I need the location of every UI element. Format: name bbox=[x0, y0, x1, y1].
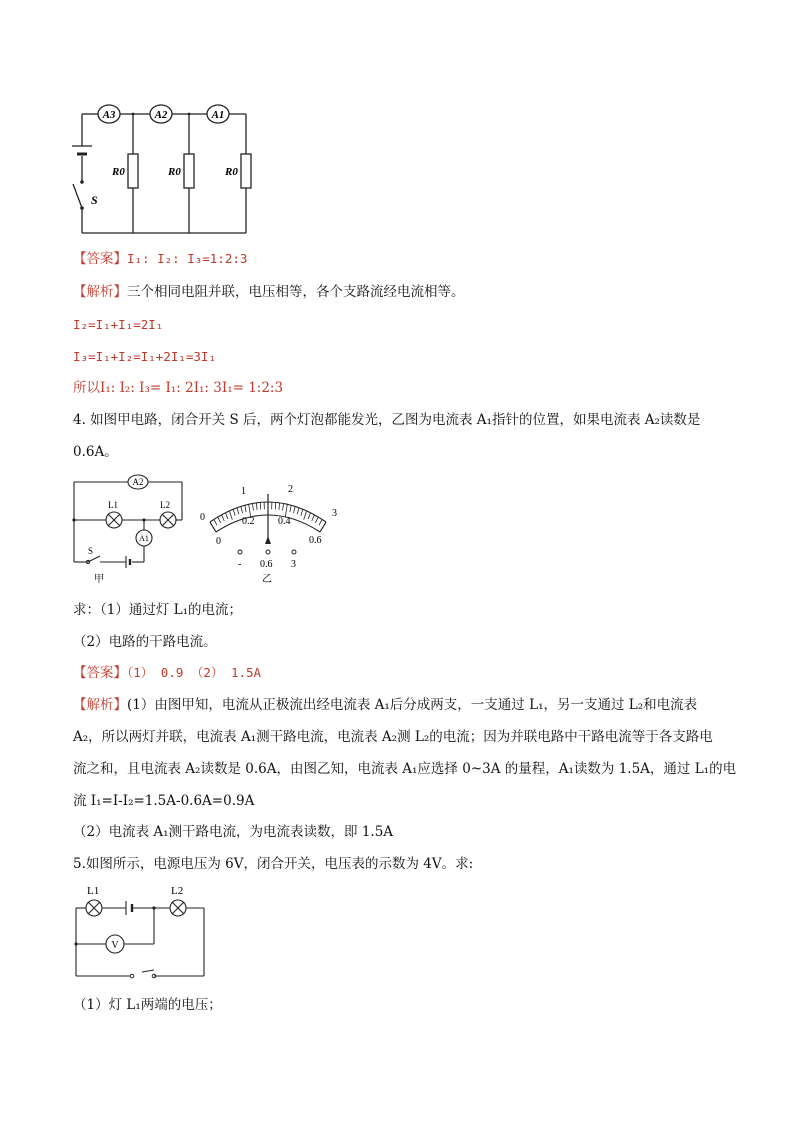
terminal-negative: - bbox=[238, 559, 242, 570]
analysis-text: (1）由图甲知，电流从正极流出经电流表 A₁后分成两支，一支通过 L₁，另一支通过 L₂和电流表 bbox=[127, 697, 698, 713]
q5-stem: 5.如图所示，电源电压为 6V，闭合开关，电压表的示数为 4V。求: bbox=[73, 856, 474, 872]
dial-tick bbox=[283, 503, 284, 510]
q4-analysis-line1 bbox=[73, 696, 697, 714]
q3-equation-2: I₃=I₁+I₂=I₁+2I₁=3I₁ bbox=[73, 349, 216, 364]
scale-bottom-1: 0.2 bbox=[242, 516, 255, 527]
dial-tick bbox=[245, 505, 246, 512]
q3-conclusion: 所以I₁: I₂: I₃= I₁: 2I₁: 3I₁= 1:2:3 bbox=[73, 380, 284, 396]
resistor-label: R0 bbox=[168, 166, 181, 178]
answer-text: （1） 0.9 （2） 1.5A bbox=[127, 665, 262, 680]
dial-tick bbox=[237, 508, 239, 515]
dial-tick bbox=[319, 519, 322, 525]
dial-tick bbox=[229, 511, 232, 520]
dial-tick bbox=[294, 506, 296, 513]
dial-tick bbox=[308, 513, 310, 519]
figure-caption-yi: 乙 bbox=[262, 574, 272, 585]
scale-top-0: 0 bbox=[200, 512, 205, 523]
dial-tick bbox=[285, 504, 287, 517]
scale-bottom-0: 0 bbox=[216, 536, 221, 547]
lamp-l1-label: L1 bbox=[108, 500, 118, 510]
dial-tick bbox=[233, 509, 235, 516]
dial-tick bbox=[225, 513, 227, 519]
figure-caption-jia: 甲 bbox=[94, 574, 104, 585]
q3-analysis bbox=[73, 283, 465, 301]
dial-tick bbox=[301, 509, 303, 516]
q4-analysis-line2: A₂，所以两灯并联，电流表 A₁测干路电流，电流表 A₂测 L₂的电流；因为并联电路中干路电流等于各支路电 bbox=[73, 729, 713, 745]
q4-answer bbox=[73, 664, 261, 682]
dial-tick bbox=[320, 522, 326, 532]
lamp-l2-label: L2 bbox=[160, 500, 170, 510]
ammeter-a2-label: A2 bbox=[132, 477, 144, 487]
q4-ask-1: 求：（1）通过灯 L₁的电流； bbox=[73, 602, 243, 618]
switch-label: S bbox=[91, 193, 98, 207]
dial-tick bbox=[315, 517, 318, 523]
analysis-text: 三个相同电阻并联，电压相等，各个支路流经电流相等。 bbox=[127, 284, 465, 300]
circuit-figure-q5 bbox=[70, 880, 210, 980]
scale-bottom-2: 0.4 bbox=[278, 516, 291, 527]
answer-tag: 【答案】 bbox=[73, 251, 127, 267]
dial-tick bbox=[279, 503, 280, 510]
analysis-tag: 【解析】 bbox=[73, 284, 127, 300]
dial-tick bbox=[222, 515, 225, 521]
q4-analysis-line5: （2）电流表 A₁测干路电流，为电流表读数，即 1.5A bbox=[73, 824, 394, 840]
dial-tick bbox=[297, 508, 299, 515]
dial-tick bbox=[249, 504, 251, 517]
circuit-figure-jia bbox=[66, 468, 192, 588]
lamp-l2-label: L2 bbox=[171, 885, 184, 897]
dial-tick bbox=[290, 505, 291, 512]
q4-analysis-line4: 流 I₁=I-I₂=1.5A-0.6A=0.9A bbox=[73, 793, 255, 809]
ammeter-a1-label: A1 bbox=[139, 534, 149, 543]
ammeter-dial-figure-yi bbox=[196, 476, 346, 588]
ammeter-a1-label: A1 bbox=[211, 109, 225, 121]
scale-top-3: 3 bbox=[332, 508, 337, 519]
q3-equation-1: I₂=I₁+I₁=2I₁ bbox=[73, 317, 164, 332]
terminal-3: 3 bbox=[291, 559, 296, 570]
terminal-0-6: 0.6 bbox=[260, 559, 273, 570]
lamp-l1-label: L1 bbox=[87, 885, 100, 897]
ammeter-a2-label: A2 bbox=[154, 109, 168, 121]
answer-text: I₁: I₂: I₃=1:2:3 bbox=[127, 251, 248, 266]
dial-tick bbox=[214, 519, 217, 525]
answer-tag: 【答案】 bbox=[73, 665, 127, 681]
q4-stem-line2: 0.6A。 bbox=[73, 444, 118, 460]
scale-top-1: 1 bbox=[241, 486, 246, 497]
analysis-tag: 【解析】 bbox=[73, 697, 127, 713]
q3-answer bbox=[73, 250, 247, 268]
dial-tick bbox=[304, 511, 307, 520]
resistor-label: R0 bbox=[225, 166, 238, 178]
q4-ask-2: （2）电路的干路电流。 bbox=[73, 634, 217, 650]
resistor-label: R0 bbox=[112, 166, 125, 178]
ammeter-a3-label: A3 bbox=[102, 109, 116, 121]
dial-tick bbox=[218, 517, 221, 523]
q4-analysis-line3: 流之和，且电流表 A₂读数是 0.6A，由图乙知，电流表 A₁应选择 0~3A 的量程，A₁读数为 1.5A，通过 L₁的电 bbox=[73, 761, 737, 777]
dial-tick bbox=[210, 522, 216, 532]
scale-top-2: 2 bbox=[288, 484, 293, 495]
q5-ask-1: （1）灯 L₁两端的电压； bbox=[73, 997, 222, 1013]
dial-tick bbox=[312, 515, 315, 521]
dial-tick bbox=[253, 503, 254, 510]
scale-bottom-3: 0.6 bbox=[309, 535, 322, 546]
parallel-resistor-circuit bbox=[70, 96, 260, 242]
dial-tick bbox=[241, 506, 243, 513]
dial-tick bbox=[256, 503, 257, 510]
switch-label: S bbox=[88, 546, 94, 556]
voltmeter-label: V bbox=[111, 940, 119, 951]
q4-stem-line1: 4. 如图甲电路，闭合开关 S 后，两个灯泡都能发光，乙图为电流表 A₁指针的位置，如果电流表 A₂读数是 bbox=[73, 412, 701, 428]
